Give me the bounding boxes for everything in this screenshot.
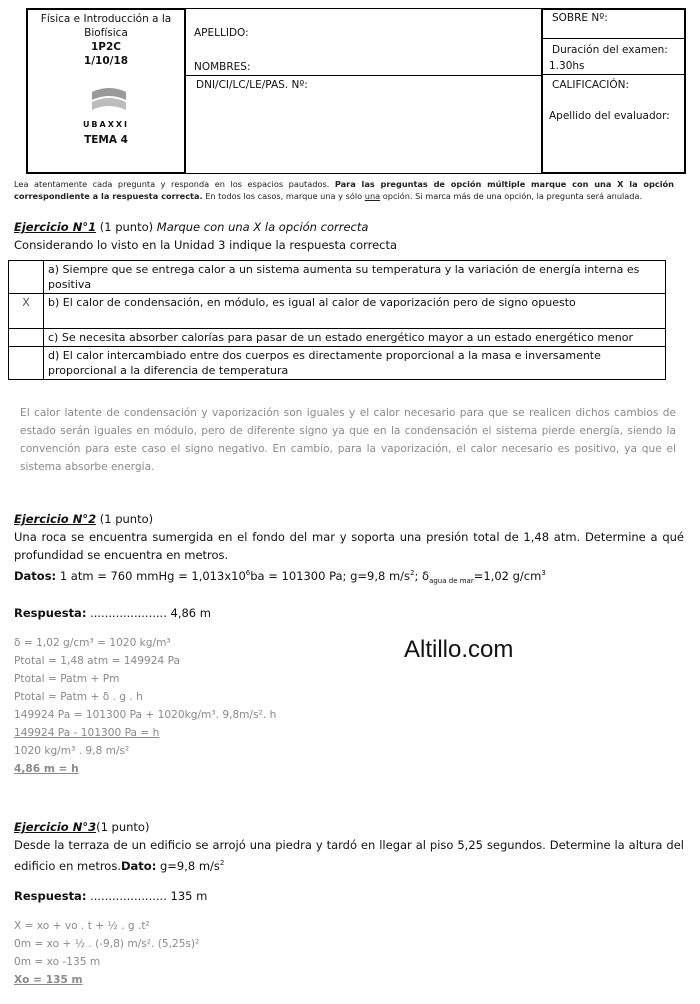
ej2-answer-value: ..................... 4,86 m <box>90 606 211 621</box>
option-row[interactable] <box>9 294 666 329</box>
exam-code: 1P2C <box>90 41 121 53</box>
ej1-instruction: Marque con una X la opción correcta <box>156 220 369 234</box>
evaluador-label: Apellido del evaluador: <box>549 110 670 122</box>
calc-line: 1020 kg/m³ . 9,8 m/s² <box>14 745 130 758</box>
option-row[interactable] <box>9 261 666 294</box>
ej1-title: Ejercicio N°1 <box>14 220 97 234</box>
dni-label: DNI/CI/LC/LE/PAS. Nº: <box>196 79 308 91</box>
ej2-question: Una roca se encuentra sumergida en el fondo del mar y soporta una presión total de 1,48 atm. Determine a qué profundidad se encuentra en metros. <box>14 530 684 562</box>
duracion-value: 1.30hs <box>549 60 585 72</box>
ej3-calculation <box>14 917 684 989</box>
student-info-box <box>186 8 541 174</box>
ej1-explanation: El calor latente de condensación y vaporización son iguales y el calor necesario para que se realicen dichos cambios de estado serán iguales en módulo, pero de diferente signo ya que en la condensación el sistema pierde energía, siendo la convención para este caso el signo negativo. En cambio, para la vaporización, el calor necesario es positivo, ya que el sistema absorbe energía. <box>20 407 676 473</box>
ej2-answer-label: Respuesta: <box>14 606 87 621</box>
option-text: b) El calor de condensación, en módulo, es igual al calor de vaporización pero de signo opuesto <box>44 294 666 329</box>
option-mark[interactable] <box>9 329 44 347</box>
option-row[interactable] <box>9 347 666 380</box>
option-mark[interactable] <box>9 347 44 380</box>
ej1-points: (1 punto) <box>99 220 154 234</box>
option-row[interactable] <box>9 329 666 347</box>
ej3-title: Ejercicio N°3 <box>14 820 97 834</box>
calc-line: Ptotal = Patm + Pm <box>14 673 120 686</box>
calc-line: X = xo + vo . t + ½ . g .t² <box>14 919 150 932</box>
calc-line: 0m = xo + ½ . (-9,8) m/s². (5,25s)² <box>14 937 200 950</box>
course-line1: Física e Introducción a la <box>40 13 172 25</box>
option-text: d) El calor intercambiado entre dos cuerpos es directamente proporcional a la masa e inversamente proporcional a la diferencia de temperatura <box>44 347 666 380</box>
tema-label: TEMA 4 <box>84 134 128 146</box>
ej3-question: Desde la terraza de un edificio se arrojó una piedra y tardó en llegar al piso 5,25 segundos. Determine la altura del edificio en metros.Dato: g=9,8 $m/s^2$ <box>14 838 684 873</box>
ej2-answer <box>14 604 684 622</box>
ej1-section <box>14 218 684 254</box>
option-text: a) Siempre que se entrega calor a un sistema aumenta su temperatura y la variación de energía interna es positiva <box>44 261 666 294</box>
calc-result: 4,86 m = h <box>14 763 79 776</box>
ubaxxi-logo-icon <box>88 86 130 122</box>
calificacion-label: CALIFICACIÓN: <box>552 79 630 91</box>
course-line2: Biofísica <box>84 27 128 39</box>
calc-result: Xo = 135 m <box>14 973 83 986</box>
ej3-answer-value: ..................... 135 m <box>90 888 208 903</box>
logo-text: UBAXXI <box>82 120 130 129</box>
calc-line: δ = 1,02 g/cm³ = 1020 kg/m³ <box>14 637 171 650</box>
ej2-calculation <box>14 634 684 778</box>
sobre-label: SOBRE Nº: <box>552 12 608 24</box>
option-mark[interactable] <box>9 261 44 294</box>
ej3-answer-label: Respuesta: <box>14 888 87 903</box>
options-table <box>8 260 666 380</box>
apellido-label: APELLIDO: <box>194 27 249 39</box>
instructions: Lea atentamente cada pregunta y responda en los espacios pautados. Para las preguntas de opción múltiple marque con una X la opción correspondiente a la respuesta correcta. En todos los casos, marque una y sólo una opción. Si marca más de una opción, la pregunta será anulada. <box>14 179 674 201</box>
nombres-label: NOMBRES: <box>194 61 251 73</box>
calc-line: 149924 Pa - 101300 Pa = h <box>14 727 160 740</box>
ej2-datos: Datos: 1 atm = 760 mmHg = $1,013x10^6ba = 101300$ Pa; g=9,8 $m/s^2$; $\delta_{agua de mar}=1,02$ $g/cm^3$ <box>14 568 546 586</box>
ej3-answer <box>14 887 684 905</box>
exam-header <box>26 8 686 176</box>
ej2-title: Ejercicio N°2 <box>14 512 97 526</box>
option-text: c) Se necesita absorber calorías para pasar de un estado energético mayor a un estado energético menor <box>44 329 666 347</box>
duracion-label: Duración del examen: <box>552 44 668 56</box>
exam-date: 1/10/18 <box>83 55 129 67</box>
ej2-section <box>14 510 684 778</box>
ej3-points: (1 punto) <box>96 820 150 834</box>
ej1-question: Considerando lo visto en la Unidad 3 indique la respuesta correcta <box>14 238 398 252</box>
grading-box <box>541 8 686 174</box>
calc-line: 0m = xo -135 m <box>14 955 101 968</box>
calc-line: 149924 Pa = 101300 Pa + 1020kg/m³. 9,8m/s². h <box>14 709 277 722</box>
course-box <box>26 8 186 174</box>
option-mark[interactable]: X <box>9 294 44 329</box>
ej3-section <box>14 818 684 989</box>
calc-line: Ptotal = Patm + δ . g . h <box>14 691 143 704</box>
ej2-points: (1 punto) <box>99 512 154 526</box>
calc-line: Ptotal = 1,48 atm = 149924 Pa <box>14 655 180 668</box>
watermark: Altillo.com <box>404 636 514 663</box>
